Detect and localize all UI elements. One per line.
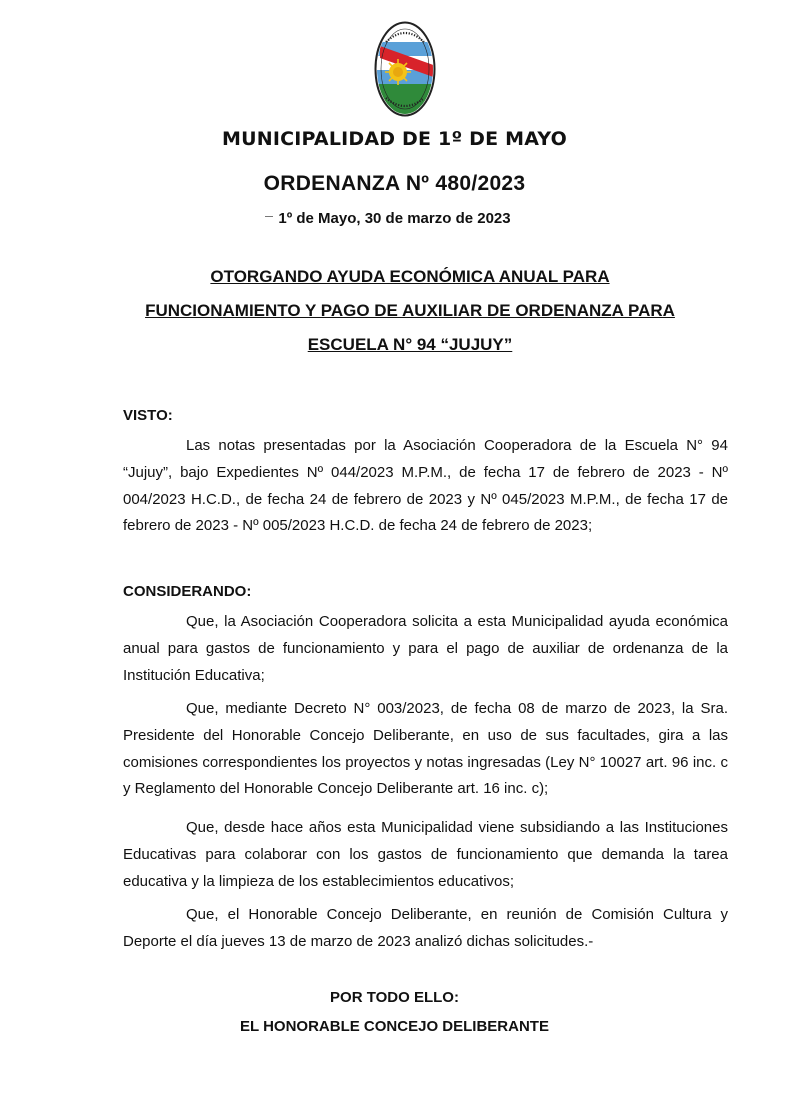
subject-line-3: ESCUELA N° 94 “JUJUY” [307, 335, 513, 354]
ordinance-title: ORDENANZA Nº 480/2023 [263, 172, 526, 195]
closing-line-1: POR TODO ELLO: [330, 989, 459, 1006]
place-date: 1º de Mayo, 30 de marzo de 2023 [278, 210, 511, 227]
considerando-paragraph-3: Que, desde hace años esta Municipalidad viene subsidiando a las Instituciones Educativas para colaborar con los gastos de funcionamiento que demanda la tarea educativa y la limpieza de los establecimientos educativos; [123, 819, 728, 890]
municipality-heading: MUNICIPALIDAD DE 1º DE MAYO [222, 128, 567, 150]
considerando-label: CONSIDERANDO: [123, 583, 252, 600]
considerando-paragraph-1: Que, la Asociación Cooperadora solicita a esta Municipalidad ayuda económica anual para gastos de funcionamiento y para el pago de auxiliar de ordenanza de la Institución Educativa; [123, 613, 728, 684]
ordinance-subject [100, 260, 720, 362]
subject-line-1: OTORGANDO AYUDA ECONÓMICA ANUAL PARA [210, 267, 610, 286]
visto-label: VISTO: [123, 407, 173, 424]
visto-paragraph: Las notas presentadas por la Asociación Cooperadora de la Escuela N° 94 “Jujuy”, bajo Expedientes Nº 044/2023 M.P.M., de fecha 17 de febrero de 2023 - Nº 004/2023 H.C.D., de fecha 24 de febrero de 2023 y Nº 045/2023 M.P.M., de fecha 17 de febrero de 2023 - Nº 005/2023 H.C.D. de fecha 24 de febrero de 2023; [123, 437, 728, 535]
closing-line-2: EL HONORABLE CONCEJO DELIBERANTE [240, 1018, 549, 1035]
considerando-paragraph-2: Que, mediante Decreto N° 003/2023, de fecha 08 de marzo de 2023, la Sra. Presidente del Honorable Concejo Deliberante, en uso de sus facultades, gira a las comisiones correspondientes los proyectos y notas ingresadas (Ley N° 10027 art. 96 inc. c y Reglamento del Honorable Concejo Deliberante art. 16 inc. c); [123, 700, 728, 798]
subject-line-2: FUNCIONAMIENTO Y PAGO DE AUXILIAR DE ORDENANZA PARA [145, 301, 675, 320]
municipal-seal-logo [374, 20, 436, 118]
considerando-paragraph-4: Que, el Honorable Concejo Deliberante, en reunión de Comisión Cultura y Deporte el día jueves 13 de marzo de 2023 analizó dichas solicitudes.- [123, 906, 728, 950]
